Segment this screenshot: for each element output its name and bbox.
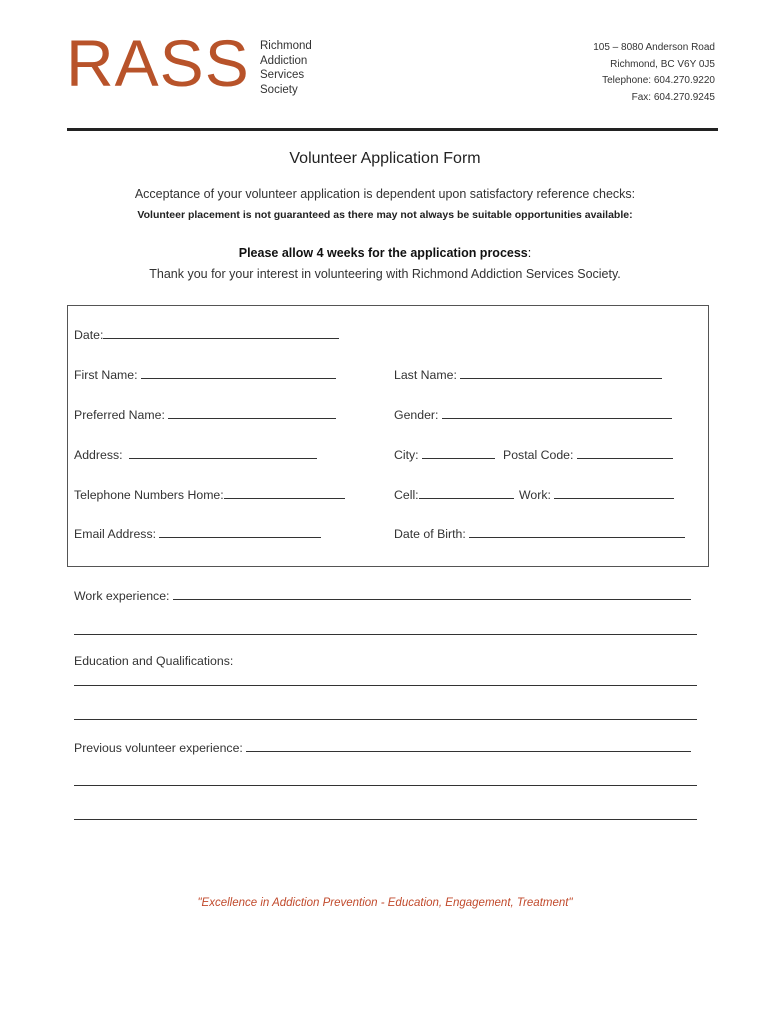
gender-line[interactable] [442, 407, 672, 419]
intro-processing-time-bold: Please allow 4 weeks for the application process [238, 246, 528, 260]
preferred-name-field[interactable] [74, 407, 336, 422]
postal-code-line[interactable] [577, 447, 673, 459]
form-title: Volunteer Application Form [289, 150, 481, 167]
footer-tagline: "Excellence in Addiction Prevention - Education, Engagement, Treatment" [197, 897, 573, 909]
date-label: Date: [74, 328, 104, 342]
previous-volunteer-line-3[interactable] [74, 819, 697, 820]
home-phone-field[interactable] [74, 487, 345, 502]
gender-label: Gender: [394, 408, 439, 422]
previous-volunteer-line[interactable] [246, 740, 691, 752]
work-experience-label: Work experience: [74, 589, 170, 603]
education-line-2[interactable] [74, 719, 697, 720]
logo-org-name [260, 39, 312, 97]
logo-mark: RASS [66, 26, 250, 100]
date-line[interactable] [103, 327, 339, 339]
intro-processing-time [0, 246, 770, 260]
logo-word: Addiction [260, 54, 308, 67]
dob-field[interactable] [394, 526, 685, 541]
preferred-name-label: Preferred Name: [74, 408, 165, 422]
logo-word: Services [260, 69, 305, 82]
work-experience-field[interactable] [74, 588, 691, 603]
logo-word: Society [260, 83, 298, 96]
home-phone-line[interactable] [224, 487, 345, 499]
cell-phone-field[interactable] [394, 487, 514, 502]
previous-volunteer-line-2[interactable] [74, 785, 697, 786]
date-field[interactable] [74, 327, 339, 342]
email-line[interactable] [159, 526, 321, 538]
previous-volunteer-field[interactable] [74, 740, 691, 755]
gender-field[interactable] [394, 407, 672, 422]
fax-line: Fax: 604.270.9245 [631, 91, 715, 103]
intro-processing-time-colon: : [527, 246, 532, 260]
email-label: Email Address: [74, 527, 157, 541]
city-label: City: [394, 448, 419, 462]
contact-address [593, 40, 715, 106]
preferred-name-line[interactable] [168, 407, 336, 419]
last-name-field[interactable] [394, 367, 662, 382]
address-line: Richmond, BC V6Y 0J5 [610, 58, 715, 70]
work-phone-label: Work: [519, 488, 551, 502]
header-divider [67, 128, 718, 131]
postal-code-field[interactable] [503, 447, 673, 462]
intro-placement-notice: Volunteer placement is not guaranteed as there may not always be suitable opportunities available: [137, 209, 633, 221]
address-line: 105 – 8080 Anderson Road [593, 42, 715, 53]
cell-phone-label: Cell: [394, 488, 419, 502]
dob-line[interactable] [469, 526, 685, 538]
city-field[interactable] [394, 447, 495, 462]
previous-volunteer-label: Previous volunteer experience: [74, 741, 243, 755]
intro-thank-you: Thank you for your interest in volunteering with Richmond Addiction Services Society. [149, 267, 621, 281]
last-name-label: Last Name: [394, 368, 457, 382]
cell-phone-line[interactable] [419, 487, 514, 499]
home-phone-label: Telephone Numbers Home: [74, 488, 224, 502]
intro-reference-checks: Acceptance of your volunteer application is dependent upon satisfactory reference checks: [134, 187, 636, 201]
work-phone-line[interactable] [554, 487, 674, 499]
first-name-label: First Name: [74, 368, 138, 382]
dob-label: Date of Birth: [394, 527, 466, 541]
address-line[interactable] [129, 447, 317, 459]
telephone-line: Telephone: 604.270.9220 [602, 75, 715, 86]
education-line-1[interactable] [74, 685, 697, 686]
city-line[interactable] [422, 447, 495, 459]
logo-word: Richmond [260, 40, 312, 52]
email-field[interactable] [74, 526, 321, 541]
postal-code-label: Postal Code: [503, 448, 574, 462]
education-label: Education and Qualifications: [74, 654, 234, 668]
work-experience-line[interactable] [173, 588, 691, 600]
work-experience-line-2[interactable] [74, 634, 697, 635]
last-name-line[interactable] [460, 367, 662, 379]
address-field[interactable] [74, 447, 317, 462]
address-label: Address: [74, 448, 123, 462]
first-name-line[interactable] [141, 367, 336, 379]
work-phone-field[interactable] [519, 487, 674, 502]
first-name-field[interactable] [74, 367, 336, 382]
